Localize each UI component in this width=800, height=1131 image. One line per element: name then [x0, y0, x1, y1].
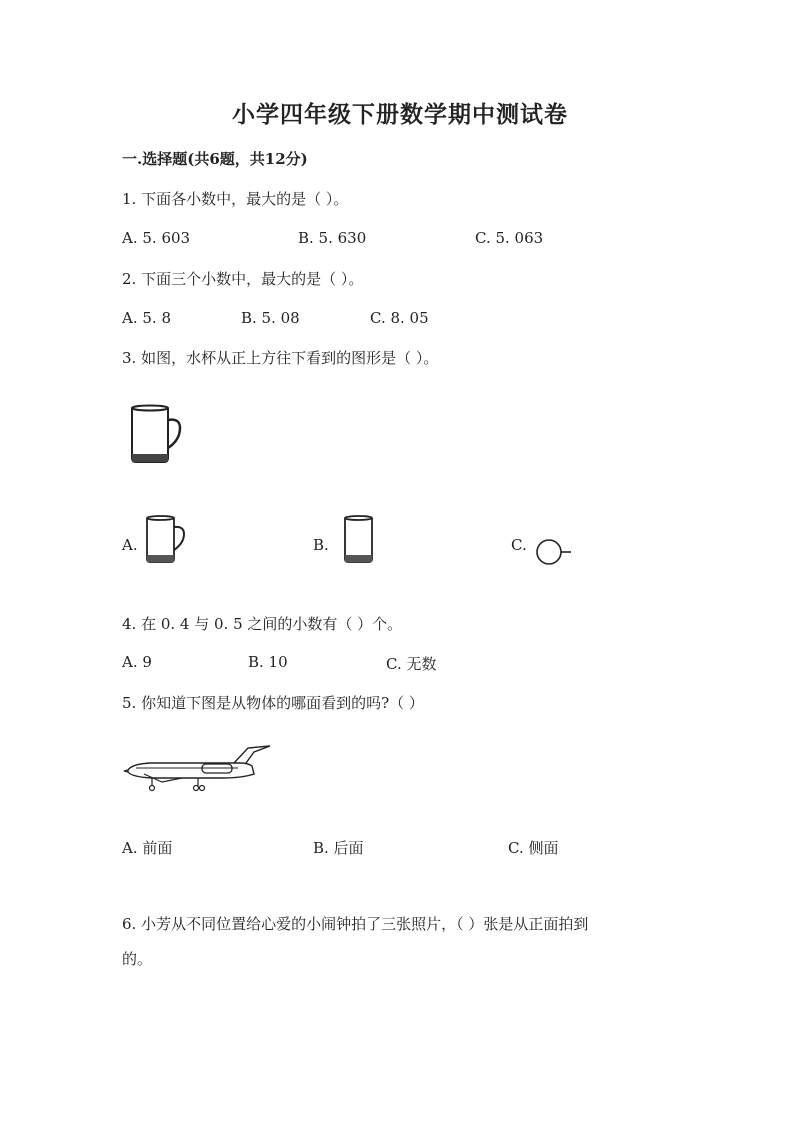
cylinder-icon — [341, 515, 377, 565]
question-6: 6. 小芳从不同位置给心爱的小闹钟拍了三张照片，（ ）张是从正面拍到 — [122, 915, 589, 933]
question-6-line-2: 的。 — [122, 950, 153, 968]
question-5-option-b: B. 后面 — [313, 839, 364, 857]
question-1-option-c: C. 5. 063 — [475, 229, 544, 247]
question-1-option-a: A. 5. 603 — [122, 229, 191, 247]
question-5-option-a: A. 前面 — [122, 839, 173, 857]
question-3-option-a: A. — [122, 536, 138, 554]
mug-top-view-icon — [535, 538, 575, 566]
question-1: 1. 下面各小数中，最大的是（ ）。 — [122, 190, 349, 208]
question-3-option-c: C. — [511, 536, 527, 554]
question-5: 5. 你知道下图是从物体的哪面看到的吗?（ ） — [122, 694, 424, 712]
question-4-option-a: A. 9 — [122, 653, 152, 671]
question-3: 3. 如图，水杯从正上方往下看到的图形是（ ）。 — [122, 349, 439, 367]
question-4-option-c: C. 无数 — [386, 655, 437, 673]
question-4: 4. 在 0. 4 与 0. 5 之间的小数有（ ）个。 — [122, 615, 403, 633]
question-5-option-c: C. 侧面 — [508, 839, 559, 857]
question-4-option-b: B. 10 — [248, 653, 288, 671]
question-2-option-b: B. 5. 08 — [241, 309, 300, 327]
question-2-option-c: C. 8. 05 — [370, 309, 429, 327]
question-2: 2. 下面三个小数中，最大的是（ ）。 — [122, 270, 364, 288]
question-2-option-a: A. 5. 8 — [122, 309, 171, 327]
airplane-icon — [122, 744, 272, 796]
question-1-option-b: B. 5. 630 — [298, 229, 367, 247]
page-title: 小学四年级下册数学期中测试卷 — [232, 101, 568, 128]
mug-icon — [126, 404, 186, 468]
section-heading: 一.选择题(共6题，共12分) — [122, 150, 308, 168]
mug-side-view-icon — [143, 515, 188, 565]
question-3-option-b: B. — [313, 536, 329, 554]
